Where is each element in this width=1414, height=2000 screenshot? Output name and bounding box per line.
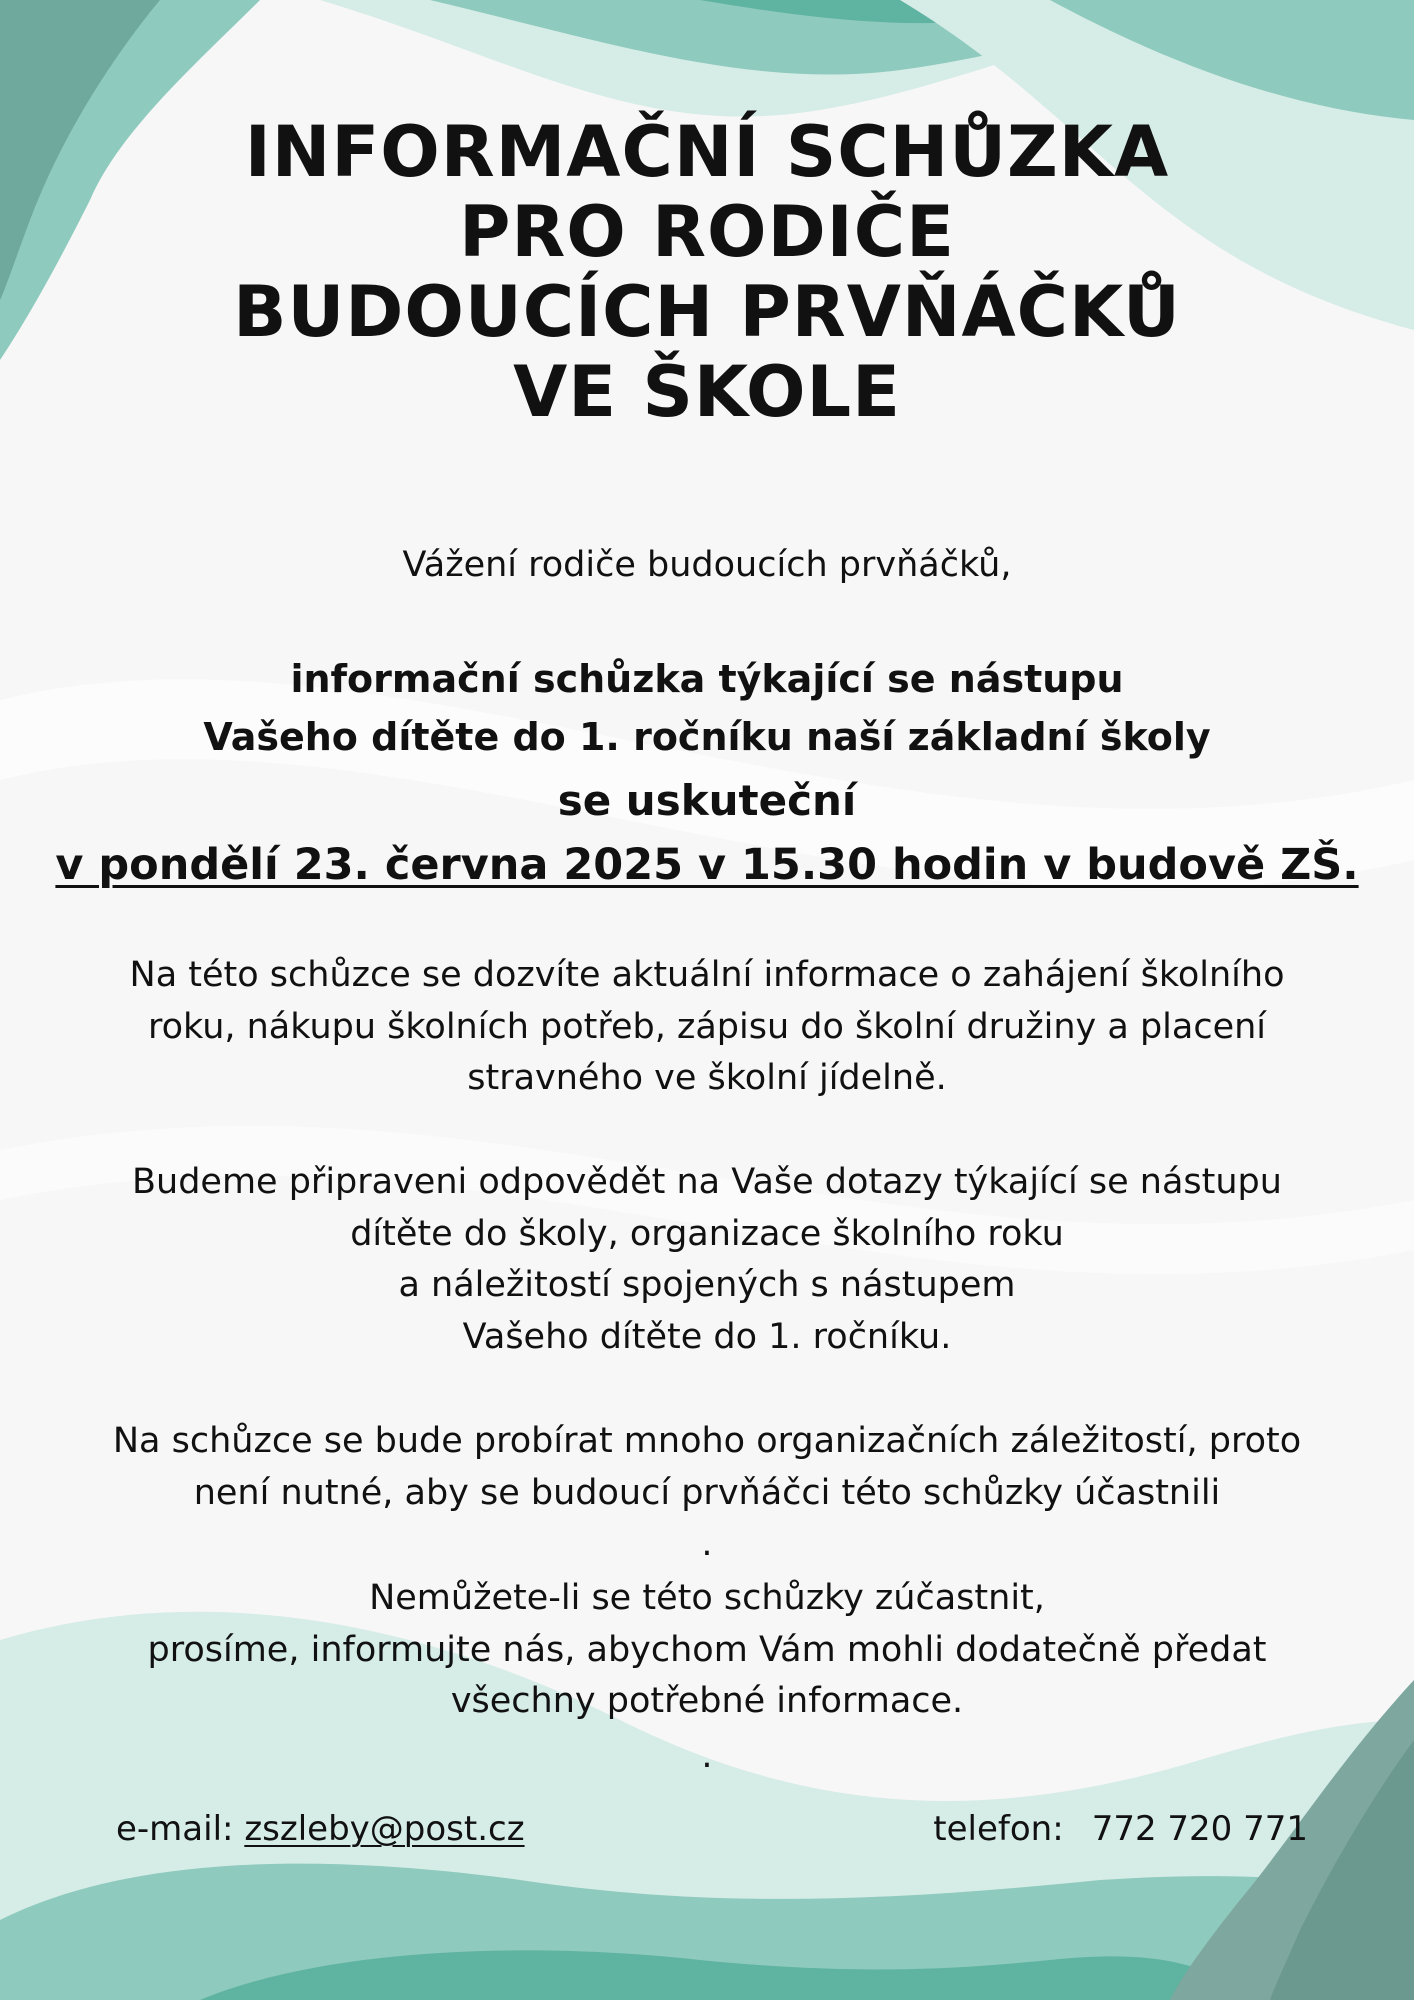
page-title [0,112,1414,432]
paragraph-line: . [701,1524,713,1564]
organization-paragraph [0,1416,1414,1571]
title-line: PRO RODIČE [459,191,955,273]
footer-email [116,1804,525,1854]
meeting-date: v pondělí 23. června 2025 v 15.30 hodin v budově ZŠ. [55,840,1359,890]
paragraph-line: Na schůzce se bude probírat mnoho organizačních záležitostí, proto [112,1421,1302,1461]
paragraph-line: roku, nákupu školních potřeb, zápisu do školní družiny a placení [147,1006,1267,1047]
email-link[interactable]: zszleby@post.cz [244,1809,525,1849]
questions-paragraph [0,1157,1414,1363]
email-label: e-mail: [116,1809,234,1849]
footer-phone [933,1804,1308,1854]
paragraph-line: stravného ve školní jídelně. [467,1058,947,1098]
paragraph-line: prosíme, informujte nás, abychom Vám mohli dodatečně předat [147,1629,1267,1670]
announcement-line: Vašeho dítěte do 1. ročníku naší základní školy [203,715,1211,759]
title-line: BUDOUCÍCH PRVŇÁČKŮ [233,271,1181,353]
paragraph-line: a náležitostí spojených s nástupem [398,1265,1016,1305]
announcement-line: informační schůzka týkající se nástupu [290,657,1124,701]
announcement-line: se uskuteční [557,776,857,825]
title-line: VE ŠKOLE [513,351,901,433]
greeting: Vážení rodiče budoucích prvňáčků, [402,545,1012,585]
paragraph-line: Na této schůzce se dozvíte aktuální informace o zahájení školního [129,955,1285,995]
paragraph-line: dítěte do školy, organizace školního roku [350,1213,1064,1254]
paragraph-line: Vašeho dítěte do 1. ročníku. [462,1316,952,1357]
title-line: INFORMAČNÍ SCHŮZKA [244,111,1170,193]
separator-dot: . [701,1736,713,1776]
info-paragraph [0,950,1414,1105]
phone-number: 772 720 771 [1091,1809,1308,1849]
paragraph-line: není nutné, aby se budoucí prvňáčci této schůzky účastnili [193,1472,1221,1513]
phone-label: telefon: [933,1809,1064,1849]
absence-paragraph [0,1573,1414,1728]
paragraph-line: Nemůžete-li se této schůzky zúčastnit, [369,1578,1045,1618]
paragraph-line: Budeme připraveni odpovědět na Vaše dotazy týkající se nástupu [132,1162,1282,1202]
paragraph-line: všechny potřebné informace. [450,1681,964,1721]
